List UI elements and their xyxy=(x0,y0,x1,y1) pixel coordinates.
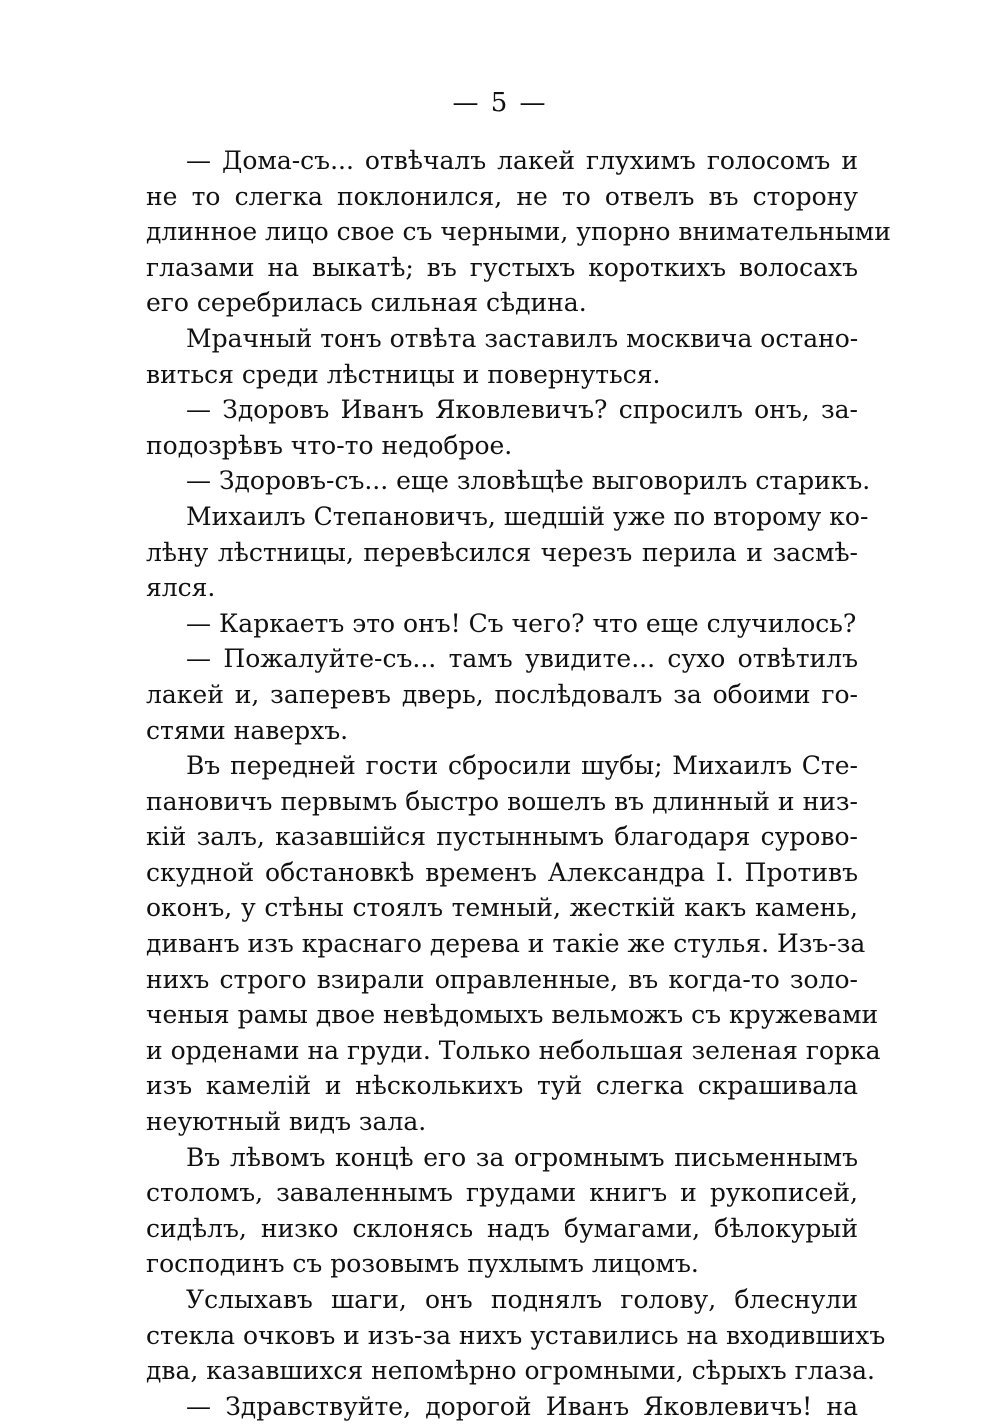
text-line: и орденами на груди. Только небольшая зеленая горка xyxy=(146,1035,881,1065)
text-line: пановичъ первымъ быстро вошелъ въ длинный и низ- xyxy=(146,786,858,816)
text-line: — Здоровъ-съ... еще зловѣщѣе выговорилъ старикъ. xyxy=(186,466,871,496)
text-line: глазами на выкатѣ; въ густыхъ короткихъ волосахъ xyxy=(146,252,858,282)
text-line: — Дома-съ... отвѣчалъ лакей глухимъ голосомъ и xyxy=(186,146,858,175)
text-line: стями наверхъ. xyxy=(146,715,349,745)
text-line: не то слегка поклонился, не то отвелъ въ сторону xyxy=(146,181,858,211)
text-line: изъ камелій и нѣсколькихъ туй слегка скрашивала xyxy=(146,1071,858,1101)
text-line: скудной обстановкѣ временъ Александра I. Противъ xyxy=(146,857,858,887)
text-line: Въ передней гости сбросили шубы; Михаилъ Сте- xyxy=(186,751,858,781)
text-line: Услыхавъ шаги, онъ поднялъ голову, блеснули xyxy=(186,1285,858,1314)
text-line: лѣну лѣстницы, перевѣсился черезъ перила и засмѣ- xyxy=(146,537,858,567)
text-line: ялся. xyxy=(146,573,216,603)
text-line: Мрачный тонъ отвѣта заставилъ москвича остано- xyxy=(186,323,859,353)
text-line: стекла очковъ и изъ-за нихъ уставились на входившихъ xyxy=(146,1320,886,1350)
text-line: нихъ строго взирали оправленные, въ когда-то золо- xyxy=(146,964,858,994)
text-line: Михаилъ Степановичъ, шедшій уже по второму ко- xyxy=(186,501,869,531)
text-line: оконъ, у стѣны стоялъ темный, жесткій какъ камень, xyxy=(146,893,858,923)
text-line: господинъ съ розовымъ пухлымъ лицомъ. xyxy=(146,1249,699,1279)
text-line: подозрѣвъ что-то недоброе. xyxy=(146,430,513,460)
text-line: два, казавшихся непомѣрно огромными, сѣрыхъ глаза. xyxy=(146,1356,876,1386)
text-line: длинное лицо свое съ черными, упорно внимательными xyxy=(146,217,891,247)
text-line: неуютный видъ зала. xyxy=(146,1107,427,1137)
text-line: сидѣлъ, низко склонясь надъ бумагами, бѣлокурый xyxy=(146,1213,858,1243)
text-line: — Пожалуйте-съ... тамъ увидите... сухо отвѣтилъ xyxy=(186,644,858,674)
text-line: его серебрилась сильная сѣдина. xyxy=(146,288,587,318)
text-line: ченыя рамы двое невѣдомыхъ вельможъ съ кружевами xyxy=(146,1000,879,1030)
text-line: — Здравствуйте, дорогой Иванъ Яковлевичъ! на xyxy=(186,1391,858,1421)
text-line: столомъ, заваленнымъ грудами книгъ и рукописей, xyxy=(146,1178,858,1208)
text-line: Въ лѣвомъ концѣ его за огромнымъ письменнымъ xyxy=(186,1142,858,1172)
text-line: — Каркаетъ это онъ! Съ чего? что еще случилось? xyxy=(186,608,857,638)
text-line: виться среди лѣстницы и повернуться. xyxy=(146,359,661,389)
text-line: — Здоровъ Иванъ Яковлевичъ? спросилъ онъ, за- xyxy=(186,395,858,425)
text-line: диванъ изъ краснаго дерева и такіе же стулья. Изъ-за xyxy=(146,929,866,959)
body-text xyxy=(146,143,891,1424)
text-line: кій залъ, казавшійся пустыннымъ благодаря сурово- xyxy=(146,822,858,852)
page-number: — 5 — xyxy=(452,88,548,118)
text-line: лакей и, заперевъ дверь, послѣдовалъ за обоими го- xyxy=(146,679,858,709)
